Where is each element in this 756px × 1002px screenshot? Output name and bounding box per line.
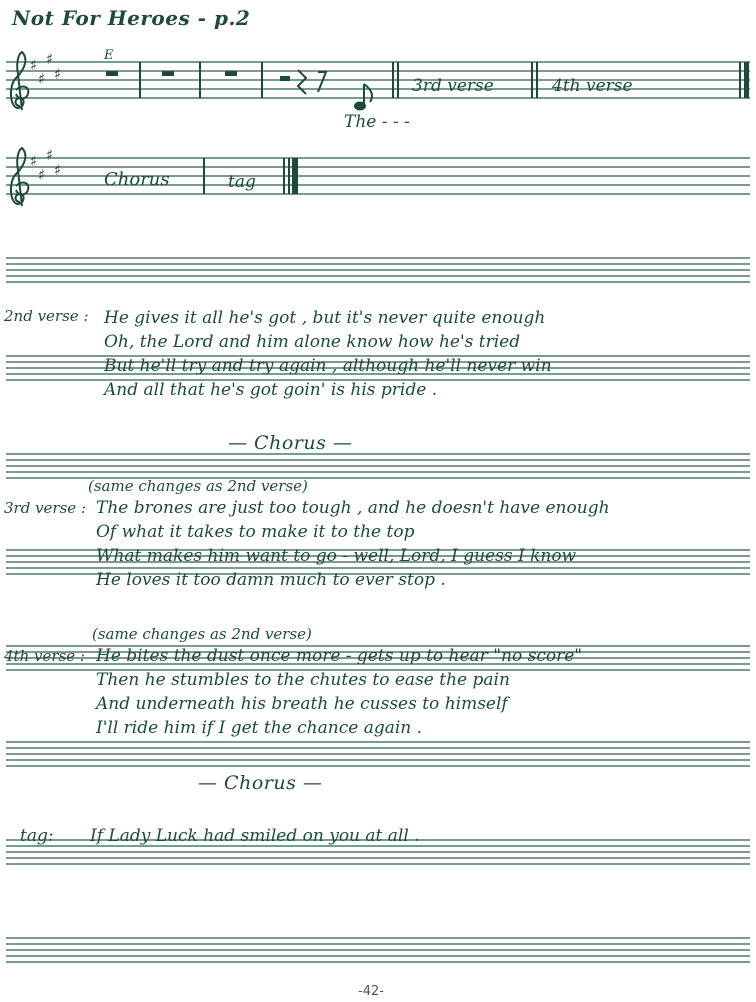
svg-text:♯: ♯ — [38, 70, 46, 88]
verse4-line-2: Then he stumbles to the chutes to ease the pain — [96, 670, 510, 690]
treble-clef-icon — [11, 52, 28, 110]
svg-text:♯: ♯ — [46, 50, 54, 68]
final-barline — [744, 62, 749, 98]
third-verse-marker: 3rd verse — [412, 76, 494, 96]
verse4-label: 4th verse : — [4, 647, 85, 665]
fourth-verse-marker: 4th verse — [552, 76, 633, 96]
svg-text:♯: ♯ — [38, 166, 46, 184]
quarter-rest-icon — [298, 70, 326, 94]
verse3-line-1: The brones are just too tough , and he doesn't have enough — [96, 498, 610, 518]
treble-clef-icon — [11, 148, 28, 206]
svg-text:♯: ♯ — [30, 56, 38, 74]
verse4-line-3: And underneath his breath he cusses to himself — [96, 694, 508, 714]
verse3-note: (same changes as 2nd verse) — [88, 477, 308, 495]
chorus-heading: — Chorus — — [228, 432, 353, 454]
chord-symbol: E — [104, 48, 114, 63]
verse4-line-4: I'll ride him if I get the chance again . — [96, 718, 423, 738]
page-number: -42- — [358, 984, 384, 999]
verse2-line-1: He gives it all he's got , but it's never quite enough — [104, 308, 546, 328]
page-title: Not For Heroes - p.2 — [12, 6, 251, 30]
chorus-heading: — Chorus — — [198, 772, 323, 794]
verse2-line-3: But he'll try and try again , although he'll never win — [104, 356, 552, 376]
svg-text:♯: ♯ — [54, 65, 62, 83]
verse3-line-2: Of what it takes to make it to the top — [96, 522, 415, 542]
key-signature-sharps — [30, 146, 61, 184]
tag-marker: tag — [228, 172, 256, 192]
verse4-note: (same changes as 2nd verse) — [92, 625, 312, 643]
verse4-line-1: He bites the dust once more - gets up to hear "no score" — [96, 646, 583, 666]
svg-text:♯: ♯ — [46, 146, 54, 164]
final-barline — [292, 158, 298, 194]
verse2-line-4: And all that he's got goin' is his pride . — [104, 380, 438, 400]
chorus-marker: Chorus — [104, 169, 170, 190]
verse3-line-4: He loves it too damn much to ever stop . — [96, 570, 446, 590]
pickup-lyric: The - - - — [344, 112, 410, 132]
verse3-line-3: What makes him want to go - well, Lord, I guess I know — [96, 546, 577, 566]
eighth-note-icon — [355, 84, 372, 110]
svg-text:♯: ♯ — [54, 161, 62, 179]
verse2-label: 2nd verse : — [4, 307, 89, 325]
verse2-line-2: Oh, the Lord and him alone know how he's tried — [104, 332, 521, 352]
key-signature-sharps — [30, 50, 61, 88]
tag-line: If Lady Luck had smiled on you at all . — [90, 826, 420, 846]
svg-text:♯: ♯ — [30, 152, 38, 170]
tag-label: tag: — [20, 826, 54, 846]
verse3-label: 3rd verse : — [4, 499, 87, 517]
